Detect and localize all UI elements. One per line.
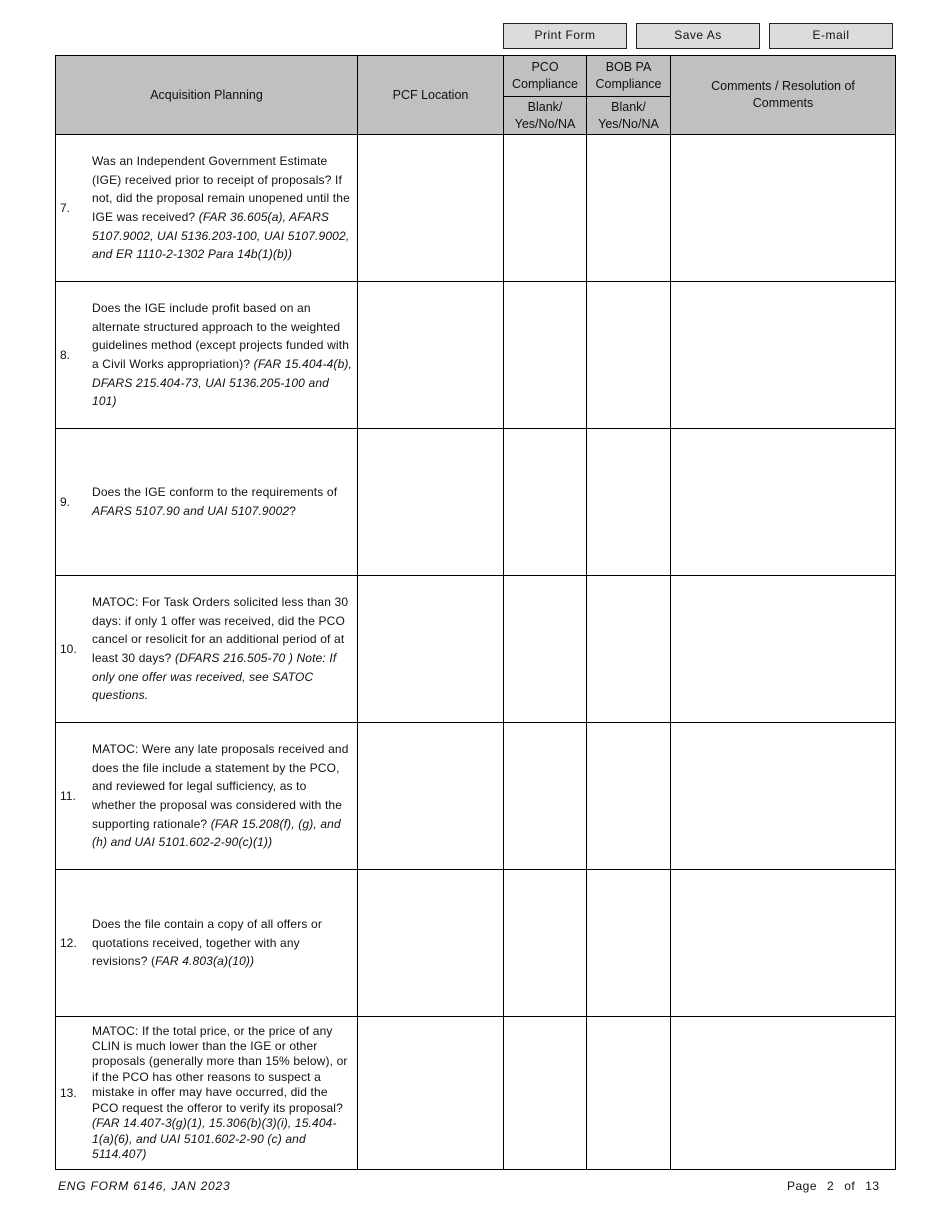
question-number: 11. (60, 789, 76, 803)
of-label: of (844, 1179, 856, 1193)
citation: (FAR 14.407-3(g)(1), 15.306(b)(3)(i), 15.404-1(a)(6), and UAI 5101.602-2-90 (c) and 5114.407) (92, 1116, 337, 1161)
comments-field[interactable] (671, 429, 896, 576)
table-row (56, 282, 896, 429)
citation: (FAR 15.208(f), (g), and (h) and UAI 5101.602-2-90(c)(1)) (92, 816, 341, 850)
page-label: Page (787, 1179, 818, 1193)
bob-compliance-field[interactable] (587, 1017, 671, 1170)
pco-compliance-field[interactable] (504, 282, 587, 429)
bob-compliance-field[interactable] (587, 723, 671, 870)
question-cell (56, 282, 358, 429)
question-number: 8. (60, 348, 71, 362)
header-pcf-location: PCF Location (358, 56, 504, 135)
question-cell (56, 135, 358, 282)
question-number: 9. (60, 495, 71, 509)
save-as-button[interactable]: Save As (636, 23, 760, 49)
print-form-button[interactable]: Print Form (503, 23, 627, 49)
page-indicator (787, 1179, 890, 1193)
question-text: Does the IGE conform to the requirements of AFARS 5107.90 and UAI 5107.9002? (92, 485, 338, 518)
bob-compliance-field[interactable] (587, 576, 671, 723)
comments-field[interactable] (671, 282, 896, 429)
question-cell (56, 1017, 358, 1170)
question-text: MATOC: If the total price, or the price of any CLIN is much lower than the IGE or other proposals (generally more than 15% below), or if the PCO has other reasons to suspect a mistake in offer may have occurred, did the PCO request the offeror to verify its proposal? (FAR 14.407-3(g)(1), 15.306(b)(3)(i), 15.404-1(a)(6), and UAI 5101.602-2-90 (c) and 5114.407) (92, 1023, 348, 1161)
pcf-location-field[interactable] (358, 723, 504, 870)
citation: (DFARS 216.505-70 ) Note: If only one offer was received, see SATOC questions. (92, 651, 337, 703)
pcf-location-field[interactable] (358, 429, 504, 576)
question-text: Does the file contain a copy of all offers or quotations received, together with any revisions? (FAR 4.803(a)(10)) (92, 917, 322, 969)
table-row (56, 135, 896, 282)
bob-compliance-field[interactable] (587, 135, 671, 282)
comments-field[interactable] (671, 135, 896, 282)
bob-compliance-field[interactable] (587, 429, 671, 576)
pco-compliance-field[interactable] (504, 135, 587, 282)
pcf-location-field[interactable] (358, 870, 504, 1017)
question-cell (56, 870, 358, 1017)
page-number: 2 (827, 1179, 835, 1193)
header-pco-blank-yes-no: Blank/ Yes/No/NA (504, 97, 587, 135)
question-text: MATOC: For Task Orders solicited less than 30 days: if only 1 offer was received, did the PCO cancel or resolicit for an additional period of at least 30 days? (DFARS 216.505-70 ) Note: If only one offer was received, see SATOC questions. (92, 595, 349, 703)
comments-field[interactable] (671, 723, 896, 870)
question-number: 7. (60, 201, 71, 215)
pco-compliance-field[interactable] (504, 870, 587, 1017)
comments-field[interactable] (671, 576, 896, 723)
question-text: Was an Independent Government Estimate (IGE) received prior to receipt of proposals? If not, did the proposal remain unopened until the IGE was received? (FAR 36.605(a), AFARS 5107.9002, UAI 5136.203-100, UAI 5107.9002, and ER 1110-2-1302 Para 14b(1)(b)) (92, 154, 350, 262)
checklist-table (55, 55, 896, 1170)
header-pco-compliance: PCO Compliance (504, 56, 587, 97)
citation: (FAR 36.605(a), AFARS 5107.9002, UAI 5136.203-100, UAI 5107.9002, and ER 1110-2-1302 Para 14b(1)(b)) (92, 210, 350, 262)
pcf-location-field[interactable] (358, 135, 504, 282)
form-identifier: ENG FORM 6146, JAN 2023 (58, 1179, 231, 1193)
pco-compliance-field[interactable] (504, 429, 587, 576)
pco-compliance-field[interactable] (504, 576, 587, 723)
question-cell (56, 429, 358, 576)
pcf-location-field[interactable] (358, 576, 504, 723)
question-text: Does the IGE include profit based on an alternate structured approach to the weighted guidelines method (except projects funded with a Civil Works appropriation)? (FAR 15.404-4(b), DFARS 215.404-73, UAI 5136.205-100 and 101) (92, 301, 353, 409)
question-text: MATOC: Were any late proposals received and does the file include a statement by the PCO, and reviewed for legal sufficiency, as to whether the proposal was considered with the supporting rationale? (FAR 15.208(f), (g), and (h) and UAI 5101.602-2-90(c)(1)) (92, 742, 349, 850)
pco-compliance-field[interactable] (504, 1017, 587, 1170)
comments-field[interactable] (671, 1017, 896, 1170)
email-button[interactable]: E-mail (769, 23, 893, 49)
pco-compliance-field[interactable] (504, 723, 587, 870)
header-acquisition-planning: Acquisition Planning (56, 56, 358, 135)
header-bob-compliance: BOB PA Compliance (587, 56, 671, 97)
citation: AFARS 5107.90 and UAI 5107.9002 (92, 504, 290, 518)
table-row (56, 576, 896, 723)
citation: FAR 4.803(a)(10)) (155, 954, 255, 969)
question-number: 13. (60, 1086, 77, 1100)
question-cell (56, 576, 358, 723)
table-row (56, 429, 896, 576)
table-row (56, 870, 896, 1017)
citation: (FAR 15.404-4(b), DFARS 215.404-73, UAI 5136.205-100 and 101) (92, 357, 353, 409)
table-row (56, 723, 896, 870)
page-total: 13 (865, 1179, 880, 1193)
table-row (56, 1017, 896, 1170)
question-cell (56, 723, 358, 870)
question-number: 10. (60, 642, 77, 656)
pcf-location-field[interactable] (358, 1017, 504, 1170)
bob-compliance-field[interactable] (587, 870, 671, 1017)
pcf-location-field[interactable] (358, 282, 504, 429)
comments-field[interactable] (671, 870, 896, 1017)
question-number: 12. (60, 936, 77, 950)
bob-compliance-field[interactable] (587, 282, 671, 429)
header-comments: Comments / Resolution of Comments (671, 56, 896, 135)
header-bob-blank-yes-no: Blank/ Yes/No/NA (587, 97, 671, 135)
